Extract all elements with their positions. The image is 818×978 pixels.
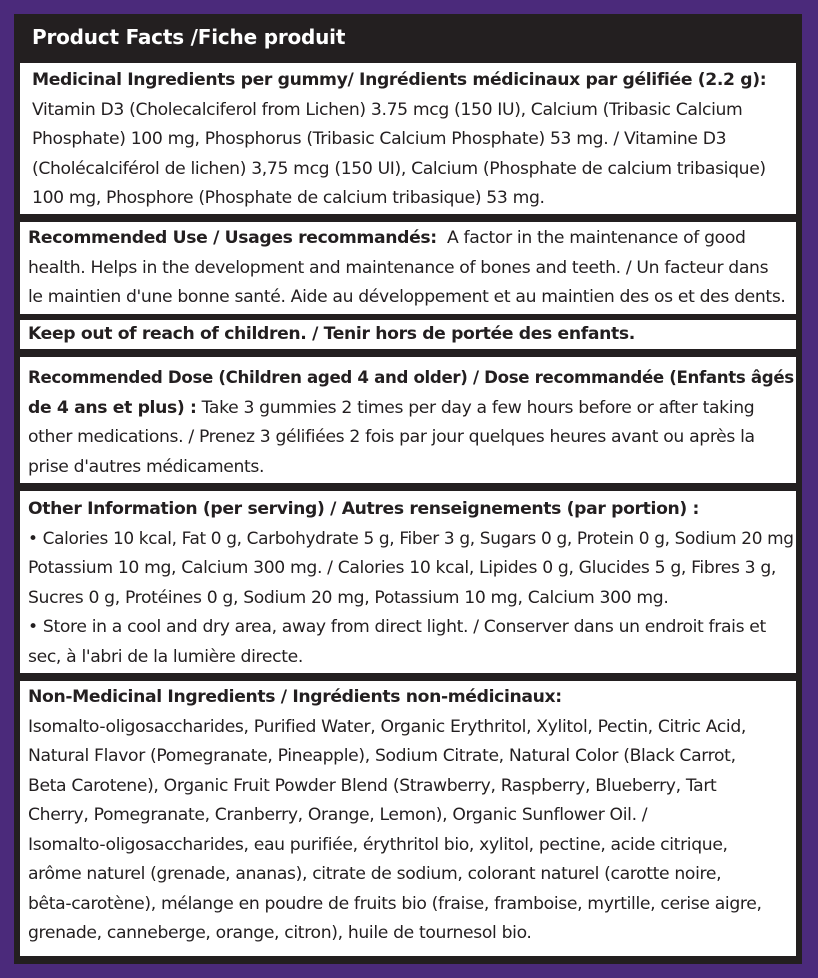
nonmedicinal-line: grenade, canneberge, orange, citron), huile de tournesol bio. (28, 923, 532, 943)
other-line: Potassium 10 mg, Calcium 300 mg. / Calories 10 kcal, Lipides 0 g, Glucides 5 g, Fibres 3 g, (28, 558, 777, 578)
nonmedicinal-line: Isomalto-oligosaccharides, eau purifiée, érythritol bio, xylitol, pectine, acide citrique, (28, 834, 728, 855)
nonmedicinal-line: bêta-carotène), mélange en poudre de fruits bio (fraise, framboise, myrtille, cerise aigre, (28, 893, 762, 914)
other-line: Sucres 0 g, Protéines 0 g, Sodium 20 mg, Potassium 10 mg, Calcium 300 mg. (28, 587, 669, 608)
dose-heading: Recommended Dose (Children aged 4 and older) / Dose recommandée (Enfants âgés (28, 368, 794, 388)
recommended-dose-section (20, 357, 796, 483)
panel-title: Product Facts /Fiche produit (32, 25, 346, 49)
medicinal-ingredients-section (20, 63, 796, 214)
dose-line: other medications. / Prenez 3 gélifiées 2 fois par jour quelques heures avant ou après la (28, 427, 755, 447)
other-line: sec, à l'abri de la lumière directe. (28, 646, 303, 667)
other-information-section (20, 491, 796, 673)
medicinal-heading: Medicinal Ingredients per gummy/ Ingrédients médicinaux par gélifiée (2.2 g): (32, 70, 767, 90)
nonmedicinal-line: Natural Flavor (Pomegranate, Pineapple), Sodium Citrate, Natural Color (Black Carrot, (28, 746, 736, 766)
warning-text: Keep out of reach of children. / Tenir hors de portée des enfants. (28, 324, 635, 344)
medicinal-line: 100 mg, Phosphore (Phosphate de calcium tribasique) 53 mg. (32, 188, 545, 208)
nonmedicinal-line: Cherry, Pomegranate, Cranberry, Orange, Lemon), Organic Sunflower Oil. / (28, 805, 648, 825)
use-line: le maintien d'une bonne santé. Aide au développement et au maintien des os et des dents. (28, 287, 786, 307)
product-facts-panel (14, 14, 802, 964)
medicinal-line: (Cholécalciférol de lichen) 3,75 mcg (150 UI), Calcium (Phosphate de calcium tribasique) (32, 158, 766, 179)
use-heading: Recommended Use / Usages recommandés: (28, 228, 437, 248)
use-line: health. Helps in the development and maintenance of bones and teeth. / Un facteur dans (28, 257, 769, 278)
nonmedicinal-line: Beta Carotene), Organic Fruit Powder Blend (Strawberry, Raspberry, Blueberry, Tart (28, 775, 717, 796)
warning-section (20, 320, 796, 349)
use-first-line: Recommended Use / Usages recommandés: A factor in the maintenance of good (28, 228, 746, 248)
dose-heading-cont: de 4 ans et plus) : (28, 397, 197, 418)
medicinal-line: Phosphate) 100 mg, Phosphorus (Tribasic Calcium Phosphate) 53 mg. / Vitamine D3 (32, 129, 727, 149)
dose-line: prise d'autres médicaments. (28, 456, 265, 477)
other-heading: Other Information (per serving) / Autres renseignements (par portion) : (28, 499, 700, 519)
medicinal-line: Vitamin D3 (Cholecalciferol from Lichen) 3.75 mcg (150 IU), Calcium (Tribasic Calcium (32, 99, 743, 120)
recommended-use-section (20, 222, 796, 314)
dose-first-line: de 4 ans et plus) : Take 3 gummies 2 times per day a few hours before or after taking (28, 397, 755, 418)
nonmedicinal-line: Isomalto-oligosaccharides, Purified Water, Organic Erythritol, Xylitol, Pectin, Citric Acid, (28, 716, 747, 737)
nonmedicinal-line: arôme naturel (grenade, ananas), citrate de sodium, colorant naturel (carotte noire, (28, 864, 722, 884)
other-line: • Store in a cool and dry area, away from direct light. / Conserver dans un endroit frais et (28, 617, 766, 637)
non-medicinal-ingredients-section (20, 681, 796, 956)
nonmedicinal-heading: Non-Medicinal Ingredients / Ingrédients non-médicinaux: (28, 687, 562, 707)
other-line: • Calories 10 kcal, Fat 0 g, Carbohydrate 5 g, Fiber 3 g, Sugars 0 g, Protein 0 g, Sodium 20 mg (28, 528, 794, 549)
